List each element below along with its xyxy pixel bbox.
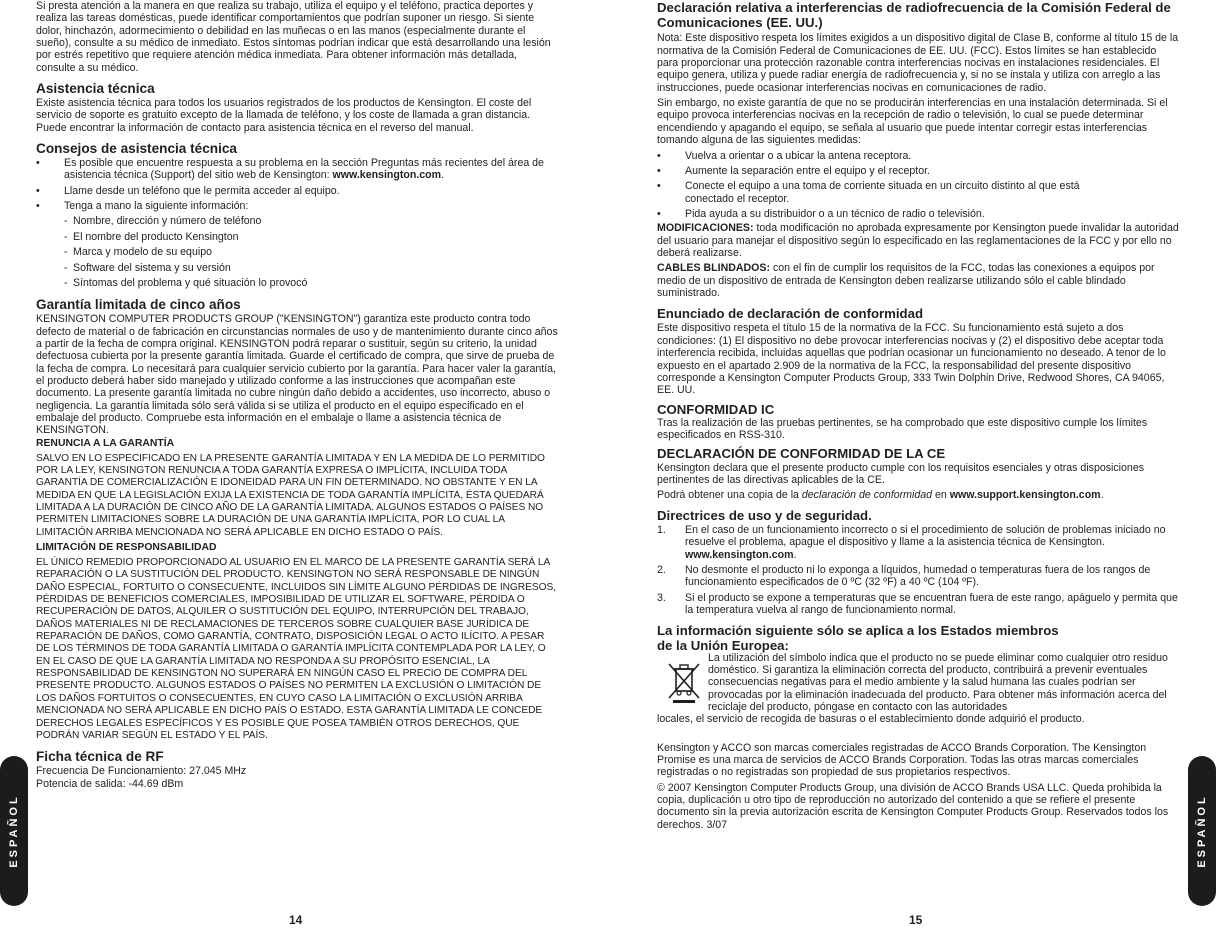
tips-subitem: - Software del sistema y su versión (36, 262, 558, 274)
ce-copy-note: Podrá obtener una copia de la declaración de conformidad en www.support.kensington.com. (657, 489, 1104, 502)
disclaimer-body: SALVO EN LO ESPECIFICADO EN LA PRESENTE GARANTÍA LIMITADA Y EN LA MEDIDA DE LO PERMITIDO POR LA LEY, KENSINGTON RENUNCIA A TODA GARANTÍA EXPRESA O IMPLÍCITA, INCLUIDA TODA GARANTÍA DE COMERCIALIZACIÓN E IDONEIDAD PARA UN FIN DETERMINADO. NO OBSTANTE Y EN LA MEDIDA EN QUE LA LEGISLACIÓN EXIJA LA EXISTENCIA DE TODA GARANTÍA IMPLÍCITA, ÉSTA QUEDARÁ LIMITADA A LA DURACIÓN DE CINCO AÑO DE LA GARANTÍA LIMITADA. ALGUNOS ESTADOS O PAÍSES NO PERMITEN LIMITACIONES SOBRE LA DURACIÓN DE UNA GARANTÍA IMPLÍCITA, POR LO CUAL LA LIMITACIÓN ARRIBA MENCIONADA NO SERÁ APLICABLE EN DICHO ESTADO O PAÍS. (36, 452, 545, 538)
copyright-note: © 2007 Kensington Computer Products Group, una división de ACCO Brands USA LLC. Queda prohibida la copia, duplicación u otro tipo de reproducción no autorizado del contenido a que se refiere el presente documento sin la previa autorización escrita de Kensington Computer Products Group. Reservados todos los derechos. 3/07 (657, 781, 1169, 831)
tips-subitem: - Marca y modelo de su equipo (36, 246, 558, 258)
fcc-measure-item: • Vuelva a orientar o a ubicar la antena receptora. (657, 150, 1179, 162)
conformity-heading: Enunciado de declaración de conformidad (657, 306, 923, 322)
tech-support-heading: Asistencia técnica (36, 81, 155, 97)
tips-subitem: - El nombre del producto Kensington (36, 231, 558, 243)
ce-heading: DECLARACIÓN DE CONFORMIDAD DE LA CE (657, 446, 946, 462)
safety-item: 1. En el caso de un funcionamiento incorrecto o si el procedimiento de solución de problemas iniciado no resuelve el problema, apague el dispositivo y llame a la asistencia técnica de Kensington. www.kensington.com. (657, 523, 1166, 561)
ic-heading: CONFORMIDAD IC (657, 401, 775, 417)
fcc-paragraph-1: Nota: Este dispositivo respeta los límites exigidos a un dispositivo digital de Clase B, conforme al título 15 de la normativa de la Comisión Federal de Comunicaciones de EE. UU. (FCC). Estos límites se han establecido para proporcionar una protección razonable contra interferencias nocivas en instalaciones residenciales. El equipo genera, utiliza y puede radiar energía de radiofrecuencia y, si no se instala y utiliza con arreglo a las instrucciones, puede ocasionar interferencias nocivas en comunicaciones de radio. (657, 32, 1179, 94)
safety-item: 2. No desmonte el producto ni lo exponga a líquidos, humedad o temperaturas fuera de los rangos de funcionamiento especificados de 0 ºC (32 ºF) a 40 ºC (104 ºF). (657, 563, 1151, 589)
kensington-link[interactable]: www.kensington.com (685, 548, 794, 561)
tips-item-call: • Llame desde un teléfono que le permita acceder al equipo. (36, 185, 558, 197)
eu-heading-line2: de la Unión Europea: (657, 638, 789, 654)
rf-frequency: Frecuencia De Funcionamiento: 27.045 MHz (36, 765, 247, 778)
fcc-measure-item: • Pida ayuda a su distribuidor o a un técnico de radio o televisión. (657, 208, 1179, 220)
tech-support-body: Existe asistencia técnica para todos los usuarios registrados de los productos de Kensington. El coste del servicio de soporte es gratuito excepto de la llamada de teléfono, y los coste de llamada a gran distancia. Puede encontrar la información de contacto para asistencia técnica en el reverso del manual. (36, 97, 532, 134)
support-link[interactable]: www.support.kensington.com (949, 489, 1101, 502)
modifications-note: MODIFICACIONES: toda modificación no aprobada expresamente por Kensington puede invalidar la autoridad del usuario para manejar el dispositivo según lo especificado en las reglamentaciones de la FCC y por ello no deberá realizarse. (657, 222, 1179, 259)
weee-body: La utilización del símbolo indica que el producto no se puede eliminar como cualquier otro residuo doméstico. Si garantiza la eliminación correcta del producto, contribuirá a prevenir eventuales consecuencias negativas para el medio ambiente y la salud humana las cuales podrían ser provocadas por la eliminación inadecuada del producto. Para obtener más información acerca del reciclaje del producto, póngase en contacto con las autoridades (708, 651, 1168, 714)
weee-body-continued: locales, el servicio de recogida de basuras o el establecimiento donde adquirió el producto. (657, 713, 1085, 726)
fcc-measure-item: • Aumente la separación entre el equipo y el receptor. (657, 165, 1179, 177)
kensington-link[interactable]: www.kensington.com (332, 169, 442, 182)
liability-heading: LIMITACIÓN DE RESPONSABILIDAD (36, 542, 217, 554)
right-page (657, 0, 1179, 929)
liability-body: EL ÚNICO REMEDIO PROPORCIONADO AL USUARIO EN EL MARCO DE LA PRESENTE GARANTÍA SERÁ LA REPARACIÓN O LA SUSTITUCIÓN DEL PRODUCTO. KENSINGTON NO SERÁ RESPONSABLE DE NINGÚN DAÑO ESPECIAL, FORTUITO O CONSECUENTE, INCLUIDOS SIN LÍMITE ALGUNO PÉRDIDAS DE INGRESOS, PÉRDIDAS DE BENEFICIOS COMERCIALES, IMPOSIBILIDAD DE UTILIZAR EL SOFTWARE, PÉRDIDA O RECUPERACIÓN DE DATOS, ALQUILER O SUSTITUCIÓN DEL EQUIPO, INTERRUPCIÓN DEL TRABAJO, DAÑOS MATERIALES NI DE RECLAMACIONES DE TERCEROS SOBRE CUALQUIER BASE JURÍDICA DE REPARACIÓN DE DAÑOS, COMO GARANTÍA, CONTRATO, DISPOSICIÓN LEGAL O ACTO ILÍCITO. A PESAR DE LOS TÉRMINOS DE TODA GARANTÍA LIMITADA O GARANTÍA IMPLÍCITA CONTEMPLADA POR LA LEY, O EN EL CASO DE QUE LA GARANTÍA LIMITADA NO RESPONDA A SU PROPÓSITO ESENCIAL, LA RESPONSABILIDAD DE KENSINGTON NO SUPERARÁ EN NINGÚN CASO EL PRECIO DE COMPRA DEL PRESENTE PRODUCTO. ALGUNOS ESTADOS O PAÍSES NO PERMITEN LA EXCLUSIÓN O LIMITACIÓN DE LOS DAÑOS FORTUITOS O CONSECUENTES, EN CUYO CASO LA LIMITACIÓN O EXCLUSIÓN ARRIBA MENCIONADA NO SERÁ APLICABLE EN DICHO PAÍS O ESTADO. ESTA GARANTÍA LIMITADA LE CONCEDE DERECHOS LEGALES ESPECÍFICOS Y ES POSIBLE QUE POSEA TAMBIÉN OTROS DERECHOS, QUE PODRÁN VARIAR SEGÚN EL ESTADO Y EL PAÍS. (36, 557, 556, 741)
shielded-cables-note: CABLES BLINDADOS: con el fin de cumplir los requisitos de la FCC, todas las conexiones a equipos por medio de un dispositivo de entrada de Kensington deben realizarse utilizando sólo el cable blindado suministrado. (657, 262, 1155, 299)
rf-power: Potencia de salida: -44.69 dBm (36, 777, 184, 790)
fcc-measures-list (657, 150, 1179, 221)
warranty-heading: Garantía limitada de cinco años (36, 297, 241, 313)
tips-subitem: - Nombre, dirección y número de teléfono (36, 215, 558, 227)
safety-list (657, 524, 1179, 616)
crossed-out-bin-icon (665, 660, 703, 704)
warranty-body: KENSINGTON COMPUTER PRODUCTS GROUP ("KENSINGTON") garantiza este producto contra todo defecto de material o de fabricación en circunstancias normales de uso y de mantenimiento durante cinco años a partir de la fecha de compra original. KENSINGTON podrá reparar o sustituir, según su criterio, la unidad defectuosa cubierta por la presente garantía limitada. Guarde el certificado de compra, que sirve de prueba de la fecha de compra. Lo necesitará para cualquier servicio cubierto por la garantía. Para hacer valer la garantía, el producto deberá haber sido manejado y utilizado conforme a las instrucciones que acompañan este documento. La presente garantía limitada no cubre ningún daño debido a accidentes, uso incorrecto, abuso o negligencia. La garantía limitada sólo será válida si se utiliza el producto en el equipo especificado en el embalaje del producto. Compruebe esta información en el embalaje o llame a asistencia técnica de KENSINGTON. (36, 313, 558, 437)
intro-paragraph: Si presta atención a la manera en que realiza su trabajo, utiliza el equipo y el teléfono, practica deportes y realiza las tareas domésticas, puede identificar comportamientos que podrían suponer un riesgo. Si siente dolor, hinchazón, adormecimiento o debilidad en las muñecas o en las manos (especialmente durante el sueño), consulte a su médico de inmediato. Estos síntomas podrían indicar que está desarrollando una lesión por estrés repetitivo que requiere atención médica inmediata. Para obtener información más detallada, consulte a su médico. (36, 0, 551, 74)
page-number-left: 14 (289, 913, 303, 927)
weee-block (657, 652, 1179, 726)
tips-item-faq: • Es posible que encuentre respuesta a su problema en la sección Preguntas más recientes del área de asistencia técnica (Support) del sitio web de Kensington: www.kensington.com. (36, 157, 558, 182)
safety-heading: Directrices de uso y de seguridad. (657, 507, 872, 523)
left-page (36, 0, 558, 929)
fcc-heading: Declaración relativa a interferencias de radiofrecuencia de la Comisión Federal de Comunicaciones (EE. UU.) (657, 0, 1171, 31)
eu-heading: La información siguiente sólo se aplica a los Estados miembros (657, 623, 1059, 639)
tips-sublist (36, 215, 558, 289)
rf-heading: Ficha técnica de RF (36, 749, 164, 765)
disclaimer-heading: RENUNCIA A LA GARANTÍA (36, 437, 175, 449)
conformity-body: Este dispositivo respeta el título 15 de la normativa de la FCC. Su funcionamiento está sujeto a dos condiciones: (1) El dispositivo no debe provocar interferencias nocivas y (2) el dispositivo debe aceptar toda interferencia recibida, incluidas aquellas que podrían ocasionar un funcionamiento no deseado. A tenor de lo expuesto en el apartado 2.909 de la normativa de la FCC, la responsabilidad del presente dispositivo corresponde a Kensington Computer Products Group, 333 Twin Dolphin Drive, Redwood Shores, CA 94065, EE. UU. (657, 322, 1166, 397)
tips-heading: Consejos de asistencia técnica (36, 141, 237, 157)
language-tab-right: ESPAÑOL (1188, 756, 1216, 906)
tips-list (36, 157, 558, 212)
fcc-paragraph-2: Sin embargo, no existe garantía de que no se producirán interferencias en una instalación determinada. Si el equipo provoca interferencias nocivas en la recepción de radio o televisión, lo cual se puede determinar encendiendo y apagando el equipo, se señala al usuario que puede intentar corregir estas interferencias tomando alguna de las siguientes medidas: (657, 97, 1168, 147)
language-tab-left: ESPAÑOL (0, 756, 28, 906)
fcc-measure-item: • Conecte el equipo a una toma de corriente situada en un circuito distinto al que está conectado el receptor. (657, 180, 1179, 205)
safety-item: 3. Si el producto se expone a temperaturas que se encuentran fuera de este rango, apáguelo y permita que la temperatura vuelva al rango de funcionamiento normal. (657, 591, 1178, 616)
ic-body: Tras la realización de las pruebas pertinentes, se ha comprobado que este dispositivo cumple los límites especificados en RSS-310. (657, 416, 1148, 442)
page-number-right: 15 (909, 913, 923, 927)
ce-body: Kensington declara que el presente producto cumple con los requisitos esenciales y otras disposiciones pertinentes de las directivas aplicables de la CE. (657, 461, 1145, 486)
trademarks-note: Kensington y ACCO son marcas comerciales registradas de ACCO Brands Corporation. The Kensington Promise es una marca de servicios de ACCO Brands Corporation. Todas las otras marcas comerciales registradas o no registradas son propiedad de sus propietarios respectivos. (657, 741, 1147, 779)
tips-item-info: • Tenga a mano la siguiente información: (36, 200, 558, 212)
tips-subitem: - Síntomas del problema y qué situación lo provocó (36, 277, 558, 289)
